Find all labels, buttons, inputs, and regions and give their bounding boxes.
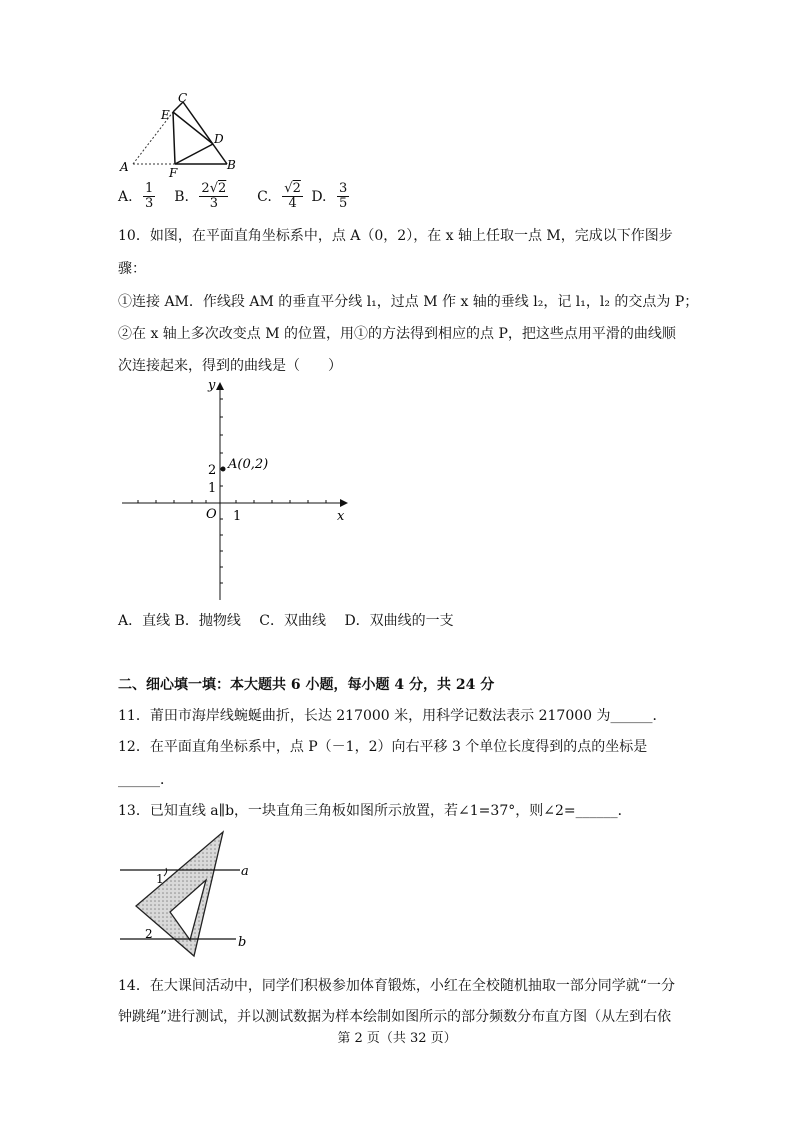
tick-x1-label: 1 — [233, 509, 242, 524]
label-E: E — [161, 108, 170, 122]
option-d[interactable]: D. $\frac{3}{5}$ — [311, 181, 348, 211]
q9-options — [118, 182, 353, 211]
q10-coordinate-graph — [118, 378, 348, 603]
x-axis-label: x — [337, 509, 345, 524]
point-a-label: A(0,2) — [228, 457, 269, 472]
q10-stem-line2: 骤： — [118, 261, 146, 277]
fraction-d: $\frac{3}{5}$ — [338, 181, 348, 211]
fraction-a: $\frac{1}{3}$ — [145, 181, 154, 211]
q10-stem-line1: 10．如图，在平面直角坐标系中，点 A（0，2），在 x 轴上任取一点 M，完成以下作图步 — [118, 228, 673, 244]
tick-y1-label: 1 — [208, 481, 217, 496]
q10-step1: ①连接 AM．作线段 AM 的垂直平分线 l₁，过点 M 作 x 轴的垂线 l₂，记 l₁，l₂ 的交点为 P； — [118, 294, 699, 310]
page-footer: 第 2 页（共 32 页） — [337, 1031, 457, 1046]
line-a-label: a — [241, 864, 249, 879]
label-A: A — [120, 160, 129, 174]
line-b-label: b — [238, 935, 247, 950]
angle-1-label: 1 — [156, 872, 164, 886]
option-b[interactable]: B. $\frac{2√2}{3}$ — [174, 181, 227, 211]
q14-line1: 14．在大课间活动中，同学们积极参加体育锻炼，小红在全校随机抽取一部分同学就“一分 — [118, 978, 675, 994]
q13-stem: 13．已知直线 a∥b，一块直角三角板如图所示放置，若∠1=37°，则∠2=______． — [118, 803, 632, 819]
y-axis-label: y — [208, 378, 216, 393]
label-C: C — [178, 92, 188, 105]
q9-triangle-figure — [115, 92, 245, 178]
q11-text: 11．莆田市海岸线蜿蜒曲折，长达 217000 米，用科学记数法表示 217000 为______． — [118, 708, 667, 724]
fraction-c: $\frac{√2}{4}$ — [284, 181, 301, 211]
label-F: F — [169, 166, 178, 178]
option-c[interactable]: C. $\frac{√2}{4}$ — [257, 181, 301, 211]
section2-heading: 二、细心填一填：本大题共 6 小题，每小题 4 分，共 24 分 — [118, 677, 495, 693]
q12-line1: 12．在平面直角坐标系中，点 P（－1，2）向右平移 3 个单位长度得到的点的坐标是 — [118, 739, 648, 755]
q14-line2: 钟跳绳”进行测试，并以测试数据为样本绘制如图所示的部分频数分布直方图（从左到右依 — [118, 1009, 672, 1025]
label-B: B — [227, 158, 236, 172]
option-a[interactable]: A. $\frac{1}{3}$ — [118, 181, 154, 211]
q10-step2-line1: ②在 x 轴上多次改变点 M 的位置，用①的方法得到相应的点 P，把这些点用平滑的曲线顺 — [118, 326, 676, 342]
q10-step2-line2: 次连接起来，得到的曲线是（ ） — [118, 358, 342, 374]
q12-line2: ______． — [118, 772, 174, 788]
fraction-b: $\frac{2√2}{3}$ — [201, 181, 227, 211]
point-a — [221, 467, 226, 472]
origin-label: O — [206, 507, 217, 522]
q13-setsquare-figure — [118, 828, 258, 968]
label-D: D — [214, 132, 224, 146]
angle-2-label: 2 — [145, 927, 153, 941]
tick-y2-label: 2 — [208, 463, 217, 478]
q10-options: A．直线 B．抛物线 C．双曲线 D．双曲线的一支 — [118, 613, 454, 629]
